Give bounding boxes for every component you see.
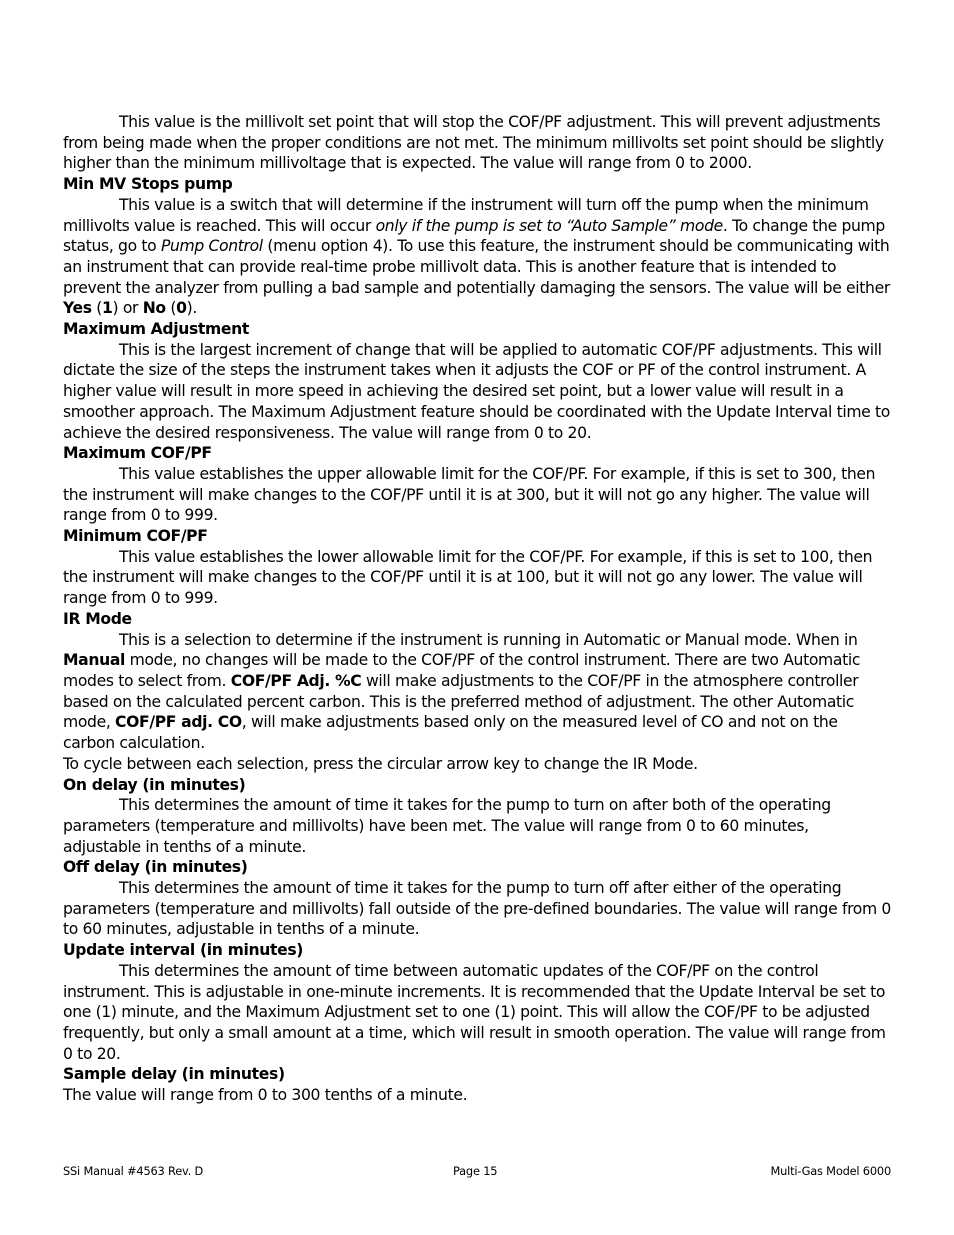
text-run: This is a selection to determine if the instrument is running in Automatic or Manual mode. When in xyxy=(119,630,858,649)
heading-update-interval: Update interval (in minutes) xyxy=(63,941,304,960)
heading-sample-delay: Sample delay (in minutes) xyxy=(63,1065,285,1084)
footer-manual-id: SSi Manual #4563 Rev. D xyxy=(63,1164,204,1178)
heading-off-delay: Off delay (in minutes) xyxy=(63,858,248,877)
heading-min-mv-stops-pump: Min MV Stops pump xyxy=(63,175,233,194)
text-run: ). xyxy=(186,299,198,318)
heading-maximum-cof-pf: Maximum COF/PF xyxy=(63,444,212,463)
bold-one: 1 xyxy=(102,299,113,318)
intro-paragraph: This value is the millivolt set point that will stop the COF/PF adjustment. This will prevent adjustments from being made when the proper conditions are not met. The minimum millivolts set point should be slightly higher than the minimum millivoltage that is expected. The value will range from 0 to 2000. xyxy=(63,113,884,173)
maximum-adjustment-paragraph: This is the largest increment of change that will be applied to automatic COF/PF adjustments. This will dictate the size of the steps the instrument takes when it adjusts the COF or PF of the control instrument. A higher value will result in more speed in achieving the desired set point, but a lower value will result in a smoother approach. The Maximum Adjustment feature should be coordinated with the Update Interval time to achieve the desired responsiveness. The value will range from 0 to 20. xyxy=(63,340,890,442)
text-run: ) or xyxy=(112,299,143,318)
italic-auto-sample: only if the pump is set to “Auto Sample” mode xyxy=(375,216,723,235)
text-run: . To change the pump status, go to xyxy=(63,216,885,256)
update-interval-paragraph: This determines the amount of time between automatic updates of the COF/PF on the control instrument. This is adjustable in one-minute increments. It is recommended that the Update Interval be set to one (1) minute, and the Maximum Adjustment set to one (1) point. This will allow the COF/PF to be adjusted frequently, but only a small amount at a time, which will result in smooth operation. The value will range from 0 to 20. xyxy=(63,961,886,1063)
ir-mode-cycle-paragraph: To cycle between each selection, press the circular arrow key to change the IR Mode. xyxy=(63,754,698,773)
bold-no: No xyxy=(142,299,166,318)
bold-mode-cof-pf-adj-co: COF/PF adj. CO xyxy=(115,713,242,732)
bold-yes: Yes xyxy=(63,299,92,318)
italic-pump-control: Pump Control xyxy=(160,237,263,256)
min-mv-stops-pump-paragraph xyxy=(63,195,891,319)
heading-on-delay: On delay (in minutes) xyxy=(63,775,246,794)
page-footer xyxy=(63,1164,891,1180)
text-run: (menu option 4). To use this feature, the instrument should be communicating with an instrument that can provide real-time probe millivolt data. This is another feature that is intended to prevent the analyzer from pulling a bad sample and potentially damaging the sensors. The value will be either xyxy=(63,237,890,297)
bold-mode-cof-pf-adj-c: COF/PF Adj. %C xyxy=(230,671,362,690)
document-body xyxy=(63,112,891,1106)
on-delay-paragraph: This determines the amount of time it takes for the pump to turn on after both of the operating parameters (temperature and millivolts) have been met. The value will range from 0 to 60 minutes, adjustable in tenths of a minute. xyxy=(63,796,831,856)
heading-maximum-adjustment: Maximum Adjustment xyxy=(63,320,249,339)
text-run: ( xyxy=(91,299,103,318)
minimum-cof-pf-paragraph: This value establishes the lower allowable limit for the COF/PF. For example, if this is set to 100, then the instrument will make changes to the COF/PF until it is at 100, but it will not go any lower. The value will range from 0 to 999. xyxy=(63,547,873,608)
heading-ir-mode: IR Mode xyxy=(63,609,132,628)
text-run: will make adjustments to the COF/PF in the atmosphere controller based on the calculated percent carbon. This is the preferred method of adjustment. The other Automatic mode, xyxy=(63,671,859,732)
text-run: This value is a switch that will determine if the instrument will turn off the pump when the minimum millivolts value is reached. This will occur xyxy=(63,195,869,235)
footer-model-name: Multi-Gas Model 6000 xyxy=(770,1164,891,1178)
heading-minimum-cof-pf: Minimum COF/PF xyxy=(63,527,208,546)
footer-page-number: Page 15 xyxy=(453,1164,498,1178)
maximum-cof-pf-paragraph: This value establishes the upper allowable limit for the COF/PF. For example, if this is set to 300, then the instrument will make changes to the COF/PF until it is at 300, but it will not go any higher. The value will range from 0 to 999. xyxy=(63,464,876,525)
bold-manual: Manual xyxy=(63,651,126,670)
ir-mode-paragraph xyxy=(63,630,891,754)
text-run: mode, no changes will be made to the COF/PF of the control instrument. There are two Automatic modes to select from. xyxy=(63,651,861,690)
off-delay-paragraph: This determines the amount of time it takes for the pump to turn off after either of the operating parameters (temperature and millivolts) fall outside of the pre-defined boundaries. The value will range from 0 to 60 minutes, adjustable in tenths of a minute. xyxy=(63,879,892,939)
bold-zero: 0 xyxy=(176,299,187,318)
text-run: , will make adjustments based only on the measured level of CO and not on the carbon calculation. xyxy=(63,713,838,753)
sample-delay-paragraph: The value will range from 0 to 300 tenths of a minute. xyxy=(63,1086,468,1105)
text-run: ( xyxy=(165,299,177,318)
